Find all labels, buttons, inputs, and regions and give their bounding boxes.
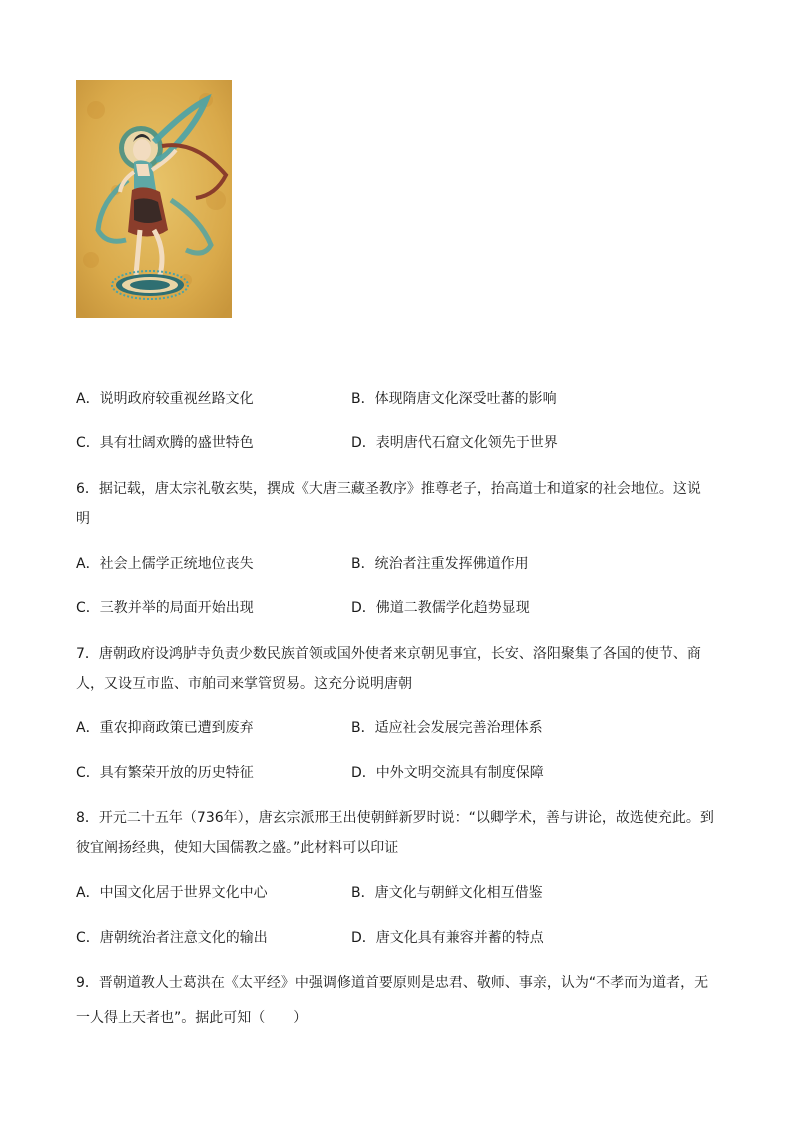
q7-option-d: D．中外文明交流具有制度保障 xyxy=(351,765,544,781)
q6-options-row-2 xyxy=(76,598,736,618)
q8-option-a: A．中国文化居于世界文化中心 xyxy=(76,885,268,901)
q8-stem-line-1: 8．开元二十五年（736年），唐玄宗派邢王出使朝鲜新罗时说：“以卿学术，善与讲论，故选使充此。到 xyxy=(76,810,714,826)
q8-option-c: C．唐朝统治者注意文化的输出 xyxy=(76,930,268,946)
q6-stem-line-2: 明 xyxy=(76,511,90,527)
q5-option-c: C．具有壮阔欢腾的盛世特色 xyxy=(76,435,254,451)
q8-stem-line-2: 彼宜阐扬经典，使知大国儒教之盛。”此材料可以印证 xyxy=(76,840,399,856)
q5-option-b: B．体现隋唐文化深受吐蕃的影响 xyxy=(351,391,557,407)
q8-option-d: D．唐文化具有兼容并蓄的特点 xyxy=(351,930,544,946)
q7-options-row-1 xyxy=(76,718,736,738)
dunhuang-mural-image xyxy=(76,80,232,318)
q7-stem-line-2: 人，又设互市监、市舶司来掌管贸易。这充分说明唐朝 xyxy=(76,676,412,692)
q8-option-b: B．唐文化与朝鲜文化相互借鉴 xyxy=(351,885,543,901)
q5-options-row-2 xyxy=(76,433,736,453)
q5-option-a: A．说明政府较重视丝路文化 xyxy=(76,391,254,407)
q9-stem-line-2: 一人得上天者也”。据此可知（ ） xyxy=(76,1010,308,1026)
q7-option-b: B．适应社会发展完善治理体系 xyxy=(351,720,543,736)
q6-option-b: B．统治者注重发挥佛道作用 xyxy=(351,556,529,572)
q9-stem-line-1: 9．晋朝道教人士葛洪在《太平经》中强调修道首要原则是忠君、敬师、事亲，认为“不孝而为道者，无 xyxy=(76,975,709,991)
q8-options-row-1 xyxy=(76,883,736,903)
q7-stem-line-1: 7．唐朝政府设鸿胪寺负责少数民族首领或国外使者来京朝见事宜，长安、洛阳聚集了各国的使节、商 xyxy=(76,646,701,662)
q8-options-row-2 xyxy=(76,928,736,948)
q7-options-row-2 xyxy=(76,763,736,783)
q6-options-row-1 xyxy=(76,554,736,574)
q6-option-c: C．三教并举的局面开始出现 xyxy=(76,600,254,616)
q7-option-a: A．重农抑商政策已遭到废弃 xyxy=(76,720,254,736)
q6-option-d: D．佛道二教儒学化趋势显现 xyxy=(351,600,530,616)
q6-option-a: A．社会上儒学正统地位丧失 xyxy=(76,556,254,572)
q6-stem-line-1: 6．据记载，唐太宗礼敬玄奘，撰成《大唐三藏圣教序》推尊老子，抬高道士和道家的社会地位。这说 xyxy=(76,481,701,497)
q5-option-d: D．表明唐代石窟文化领先于世界 xyxy=(351,435,558,451)
q7-option-c: C．具有繁荣开放的历史特征 xyxy=(76,765,254,781)
q5-options-row-1 xyxy=(76,389,736,409)
